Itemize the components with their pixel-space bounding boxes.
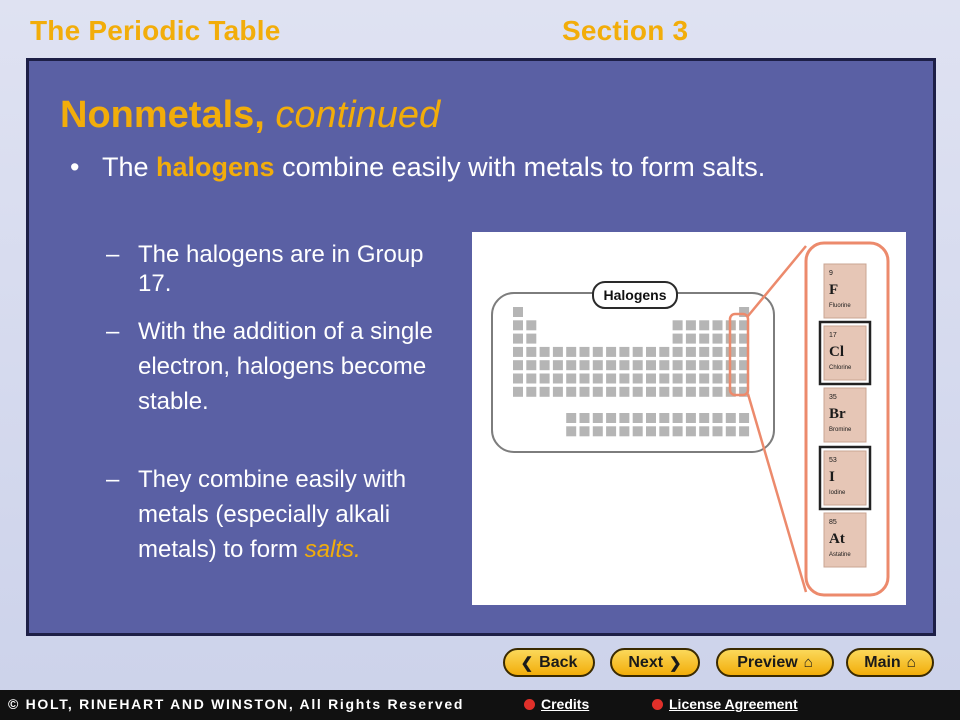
element-symbol: F xyxy=(829,282,839,298)
salts-term: salts. xyxy=(304,536,361,563)
periodic-cell xyxy=(580,426,590,436)
atomic-number: 9 xyxy=(829,270,833,277)
element-name: Chlorine xyxy=(829,365,852,371)
atomic-number: 17 xyxy=(829,332,837,339)
atomic-number: 53 xyxy=(829,457,837,464)
element-name: Astatine xyxy=(829,552,851,558)
periodic-cell xyxy=(699,360,709,370)
periodic-cell xyxy=(646,360,656,370)
periodic-cell xyxy=(673,360,683,370)
periodic-cell xyxy=(659,360,669,370)
periodic-cell xyxy=(540,360,550,370)
halogens-figure xyxy=(472,232,906,605)
periodic-cell xyxy=(713,347,723,357)
element-symbol: Cl xyxy=(829,344,844,360)
subpoint-text: With the addition of a single electron, halogens become stable. xyxy=(138,318,433,415)
slide-title xyxy=(60,94,440,137)
periodic-table-diagram xyxy=(472,232,906,605)
periodic-cell xyxy=(580,413,590,423)
periodic-cell xyxy=(726,413,736,423)
preview-button[interactable] xyxy=(716,648,834,677)
periodic-cell xyxy=(659,374,669,384)
copyright-text: © HOLT, RINEHART AND WINSTON, All Rights Reserved xyxy=(8,696,465,712)
periodic-cell xyxy=(686,426,696,436)
periodic-cell xyxy=(566,360,576,370)
periodic-cell xyxy=(553,374,563,384)
main-bullet xyxy=(70,150,830,185)
periodic-cell xyxy=(593,387,603,397)
periodic-cell xyxy=(633,374,643,384)
element-symbol: Br xyxy=(829,406,846,422)
periodic-cell xyxy=(593,413,603,423)
periodic-cell xyxy=(606,413,616,423)
preview-label: Preview xyxy=(737,653,798,671)
next-label: Next xyxy=(628,653,664,671)
periodic-cell xyxy=(553,360,563,370)
periodic-cell xyxy=(633,426,643,436)
periodic-cell xyxy=(686,334,696,344)
periodic-cell xyxy=(619,413,629,423)
periodic-cell xyxy=(646,387,656,397)
periodic-cell xyxy=(606,426,616,436)
periodic-cell xyxy=(646,413,656,423)
periodic-cell xyxy=(580,387,590,397)
periodic-cell xyxy=(659,387,669,397)
periodic-cell xyxy=(553,387,563,397)
periodic-cell xyxy=(713,413,723,423)
subpoint-group-17 xyxy=(106,240,436,298)
subpoint-text xyxy=(106,462,436,567)
subpoint-dash: – xyxy=(106,241,120,268)
periodic-cell xyxy=(566,387,576,397)
periodic-cell xyxy=(513,360,523,370)
periodic-cells xyxy=(513,307,749,436)
element-name: Iodine xyxy=(829,490,846,496)
periodic-cell xyxy=(526,360,536,370)
periodic-cell xyxy=(673,334,683,344)
periodic-cell xyxy=(713,374,723,384)
subpoint-dash: – xyxy=(106,466,120,493)
periodic-cell xyxy=(713,426,723,436)
periodic-cell xyxy=(673,374,683,384)
bullet-dot: • xyxy=(70,152,80,182)
periodic-cell xyxy=(699,320,709,330)
footer-bar xyxy=(0,690,960,720)
periodic-cell xyxy=(699,426,709,436)
halogens-term: halogens xyxy=(156,152,275,182)
header-section-title: Section 3 xyxy=(562,15,689,46)
halogen-tiles xyxy=(820,264,870,567)
periodic-cell xyxy=(673,347,683,357)
periodic-cell xyxy=(659,426,669,436)
element-name: Bromine xyxy=(829,427,852,433)
periodic-cell xyxy=(593,426,603,436)
periodic-cell xyxy=(513,334,523,344)
periodic-cell xyxy=(606,347,616,357)
periodic-cell xyxy=(633,360,643,370)
periodic-cell xyxy=(686,320,696,330)
periodic-cell xyxy=(566,374,576,384)
home-icon: ⌂ xyxy=(906,654,916,671)
subpoint-electron xyxy=(106,314,436,419)
periodic-cell xyxy=(726,426,736,436)
periodic-cell xyxy=(513,374,523,384)
element-name: Fluorine xyxy=(829,303,851,309)
periodic-cell xyxy=(513,307,523,317)
periodic-cell xyxy=(526,374,536,384)
license-agreement-link[interactable] xyxy=(652,696,798,712)
header-chapter-title: The Periodic Table xyxy=(30,15,281,46)
periodic-cell xyxy=(739,413,749,423)
periodic-cell xyxy=(739,426,749,436)
periodic-cell xyxy=(606,387,616,397)
periodic-cell xyxy=(566,347,576,357)
periodic-cell xyxy=(513,347,523,357)
periodic-cell xyxy=(699,413,709,423)
periodic-cell xyxy=(673,426,683,436)
periodic-cell xyxy=(606,374,616,384)
periodic-cell xyxy=(699,334,709,344)
periodic-cell xyxy=(686,387,696,397)
periodic-cell xyxy=(686,360,696,370)
periodic-cell xyxy=(619,360,629,370)
next-button[interactable] xyxy=(610,648,700,677)
callout-line-bottom xyxy=(748,394,806,592)
periodic-cell xyxy=(580,374,590,384)
slide-title-main: Nonmetals, xyxy=(60,94,265,136)
periodic-cell xyxy=(673,387,683,397)
periodic-cell xyxy=(526,334,536,344)
periodic-cell xyxy=(540,347,550,357)
periodic-cell xyxy=(566,426,576,436)
main-button[interactable] xyxy=(846,648,934,677)
main-bullet-text xyxy=(70,150,830,185)
periodic-cell xyxy=(686,413,696,423)
subpoint-text: The halogens are in Group 17. xyxy=(138,241,424,297)
periodic-cell xyxy=(566,413,576,423)
element-tile-astatine xyxy=(824,513,866,567)
periodic-cell xyxy=(633,347,643,357)
credits-link[interactable] xyxy=(524,696,589,712)
periodic-cell xyxy=(619,347,629,357)
periodic-cell xyxy=(593,347,603,357)
periodic-cell xyxy=(540,387,550,397)
periodic-cell xyxy=(526,320,536,330)
periodic-cell xyxy=(713,334,723,344)
subpoint-salts xyxy=(106,462,436,567)
periodic-cell xyxy=(540,374,550,384)
license-label: License Agreement xyxy=(669,696,798,712)
periodic-cell xyxy=(699,374,709,384)
periodic-cell xyxy=(713,360,723,370)
periodic-cell xyxy=(580,360,590,370)
element-tile-iodine xyxy=(820,447,870,509)
main-bullet-pre: The xyxy=(102,152,157,182)
periodic-cell xyxy=(633,387,643,397)
element-tile-chlorine xyxy=(820,322,870,384)
bullet-icon xyxy=(652,699,663,710)
back-label: Back xyxy=(539,653,578,671)
periodic-cell xyxy=(646,374,656,384)
chevron-right-icon: ❯ xyxy=(669,654,682,672)
periodic-cell xyxy=(699,347,709,357)
periodic-cell xyxy=(673,413,683,423)
periodic-cell xyxy=(699,387,709,397)
subpoint-dash: – xyxy=(106,318,120,345)
element-symbol: I xyxy=(829,469,835,485)
periodic-cell xyxy=(580,347,590,357)
periodic-cell xyxy=(713,320,723,330)
periodic-cell xyxy=(673,320,683,330)
periodic-cell xyxy=(513,387,523,397)
atomic-number: 85 xyxy=(829,519,837,526)
periodic-cell xyxy=(526,387,536,397)
subpoint-salts-pre: They combine easily with metals (especially alkali metals) to form xyxy=(138,466,407,563)
periodic-cell xyxy=(513,320,523,330)
periodic-cell xyxy=(659,413,669,423)
element-tile-fluorine xyxy=(824,264,866,318)
periodic-cell xyxy=(686,374,696,384)
main-label: Main xyxy=(864,653,901,671)
periodic-cell xyxy=(659,347,669,357)
periodic-cell xyxy=(593,374,603,384)
periodic-cell xyxy=(713,387,723,397)
periodic-cell xyxy=(619,374,629,384)
periodic-cell xyxy=(593,360,603,370)
callout-line-top xyxy=(748,246,806,316)
periodic-cell xyxy=(646,426,656,436)
periodic-cell xyxy=(619,426,629,436)
slide-title-continued: continued xyxy=(275,94,441,136)
periodic-cell xyxy=(619,387,629,397)
element-symbol: At xyxy=(829,531,845,547)
periodic-cell xyxy=(553,347,563,357)
bullet-icon xyxy=(524,699,535,710)
halogens-label: Halogens xyxy=(603,287,667,303)
periodic-cell xyxy=(686,347,696,357)
back-button[interactable] xyxy=(503,648,595,677)
periodic-cell xyxy=(646,347,656,357)
home-icon: ⌂ xyxy=(803,654,813,671)
periodic-cell xyxy=(606,360,616,370)
periodic-cell xyxy=(526,347,536,357)
chevron-left-icon: ❮ xyxy=(520,654,534,672)
periodic-cell xyxy=(633,413,643,423)
credits-label: Credits xyxy=(541,696,590,712)
atomic-number: 35 xyxy=(829,394,837,401)
element-tile-bromine xyxy=(824,388,866,442)
main-bullet-post: combine easily with metals to form salts. xyxy=(274,152,766,182)
